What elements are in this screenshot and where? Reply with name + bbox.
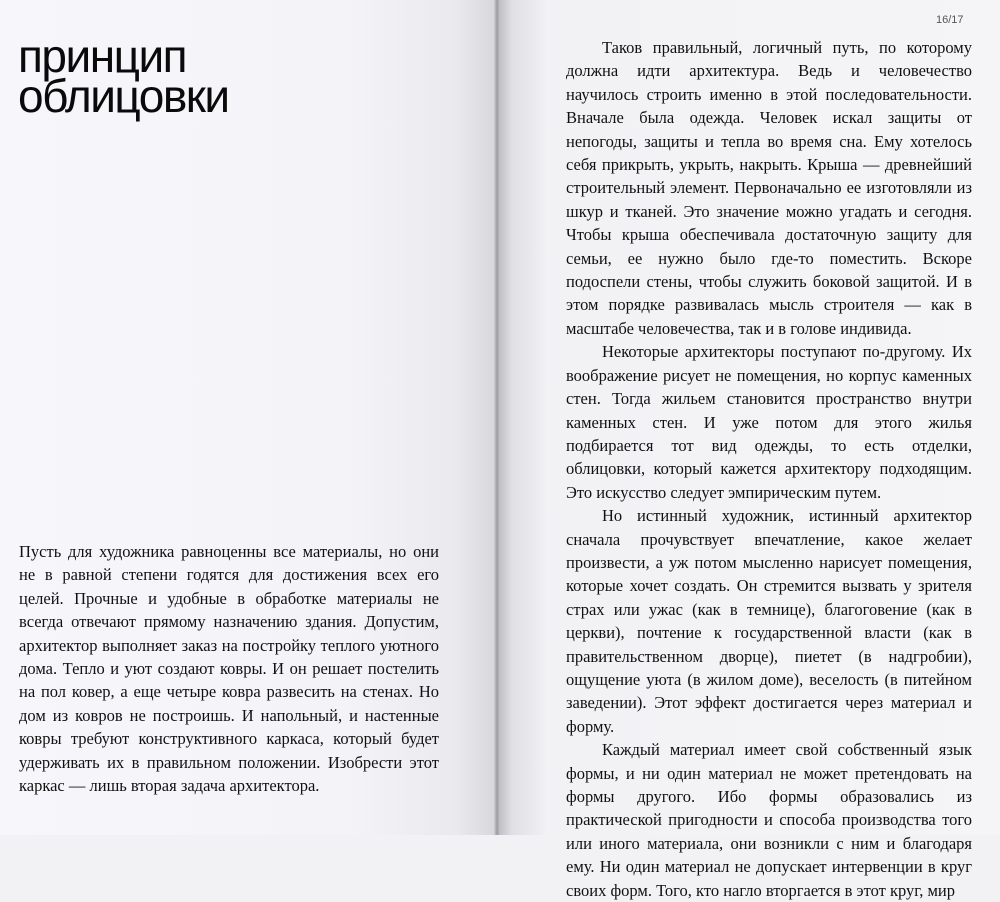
paragraph: Но истинный художник, истинный архитектор сначала прочувствует впечатление, какое желает произвести, а уж потом мысленно нарисует помещения, которые хочет создать. Он стремится вызвать у зрителя страх или ужас (как в темнице), благоговение (как в церкви), почтение к государственной власти (как в правительственном дворце), пиетет (в надгробии), ощущение уюта (в жилом доме), веселость (в питейном заведении). Этот эффект достигается через материал и форму. (566, 506, 972, 736)
right-page-body (566, 36, 972, 902)
chapter-title (18, 30, 229, 122)
book-gutter (494, 0, 500, 835)
paragraph: Таков правильный, логичный путь, по которому должна идти архитектура. Ведь и человечество научилось строить именно в этой последовательности. Вначале была одежда. Человек искал защиты от непогоды, защиты и тепла во время сна. Ему хотелось себя прикрыть, укрыть, накрыть. Крыша — древнейший строительный элемент. Первоначально ее изготовляли из шкур и тканей. Это значение можно угадать и сегодня. Чтобы крыша обеспечивала достаточную защиту для семьи, ее нужно было где-то поместить. Вскоре подоспели стены, чтобы служить боковой защитой. И в этом порядке развивалась мысль строителя — как в масштабе человечества, так и в голове индивида. (566, 38, 972, 338)
left-page-body-text: Пусть для художника равноценны все материалы, но они не в равной степени годятся для достижения всех его целей. Прочные и удобные в обработке материалы не всегда отвечают прямому назначению здания. Допустим, архитектор выполняет заказ на постройку теплого уютного дома. Тепло и уют создают ковры. И он решает постелить на пол ковер, а еще четыре ковра развесить на стенах. Но дом из ковров не построишь. И напольный, и настенные ковры требуют конструктивного каркаса, который будет удерживать их в правильном положении. Изобрести этот каркас — лишь вторая задача архитектора. (19, 542, 439, 796)
page-number: 16/17 (936, 14, 964, 26)
paragraph: Некоторые архитекторы поступают по-другому. Их воображение рисует не помещения, но корпус каменных стен. Тогда жильем становится пространство внутри каменных стен. И уже потом для этого жилья подбирается тот вид одежды, то есть отделки, облицовки, который кажется архитектору подходящим. Это искусство следует эмпирическим путем. (566, 342, 972, 502)
chapter-title-line-2: облицовки (18, 70, 229, 122)
left-page (0, 0, 497, 835)
paragraph: Каждый материал имеет свой собственный язык формы, и ни один материал не может претендовать на формы другого. Ибо формы образовались из практической пригодности и способа производства того или иного материала, они возникли с ним и благодаря ему. Ни один материал не допускает интервенции в круг своих форм. Того, кто нагло вторгается в этот круг, мир (566, 740, 972, 900)
chapter-title-line-1: принцип (18, 30, 187, 82)
